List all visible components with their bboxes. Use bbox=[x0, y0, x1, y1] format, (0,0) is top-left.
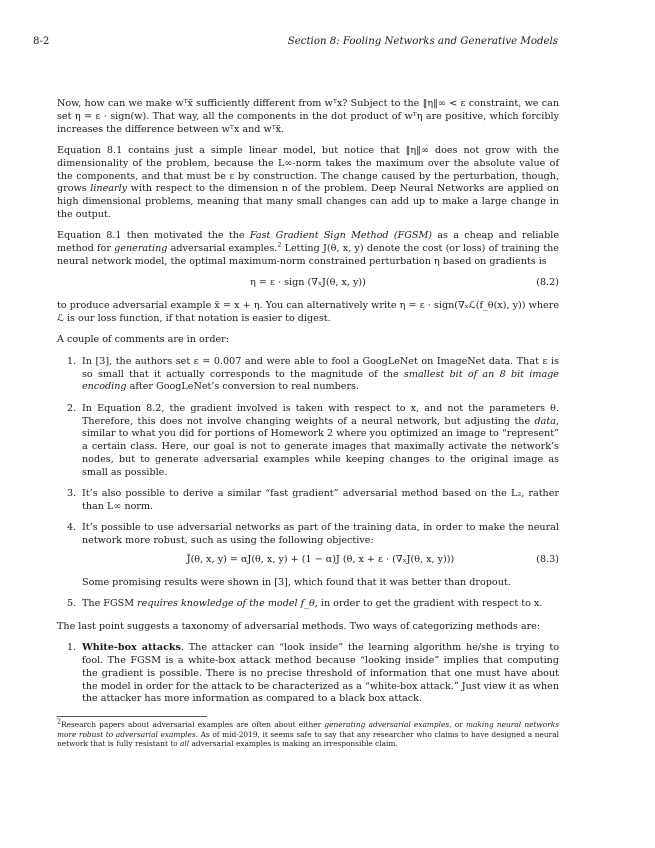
paragraph-6: The last point suggests a taxonomy of adversarial methods. Two ways of categorizing methods are: bbox=[57, 620, 541, 632]
list-item: 3. It’s also possible to derive a similar “fast gradient” adversarial method based on the L₂, rather than L∞ norm. bbox=[67, 488, 559, 512]
list-item: 1. In [3], the authors set ε = 0.007 and were able to fool a GoogLeNet on ImageNet data. That ε is so small that it actually corresponds to the magnitude of the smallest bit of an 8 bit image encoding after GoogLeNet’s conversion to real numbers. bbox=[67, 355, 559, 393]
paragraph-2: Equation 8.1 contains just a simple linear model, but notice that ‖η‖∞ does not grow with the dimensionality of the problem, because the L∞-norm takes the maximum over the absolute value of the components, and that must be ε by construction. The change caused by the perturbation, though, grows linearly with respect to the dimension n of the problem. Deep Neural Networks are applied on high dimensional problems, meaning that many small changes can add up to make a large change in the output. bbox=[57, 144, 559, 220]
list-item: 1. White-box attacks. The attacker can “look inside” the learning algorithm he/she is trying to fool. The FGSM is a white-box attack method because “looking inside” implies that computing the gradient is possible. There is no precise threshold of information that one must have about the model in order for the attack to be characterized as a “white-box attack.” Just view it as when the attacker has more information as compared to a black box attack. bbox=[67, 642, 559, 705]
comments-list bbox=[57, 356, 559, 611]
list-item: 4. It’s possible to use adversarial networks as part of the training data, in order to make the neural network more robust, such as using the following objective: J̃(θ, x, y) = αJ(θ, x, y) + (1 − α)J (θ, x + ε · (∇ₓJ(θ, x, y))) (8.3) Some promising results were shown in [3], which found that it was better than dropout. bbox=[67, 522, 559, 588]
page-number: 8-2 bbox=[33, 36, 50, 47]
list-item: 2. In Equation 8.2, the gradient involved is taken with respect to x, and not the parameters θ. Therefore, this does not involve changing weights of a neural network, but adjusting the data, similar to what you did for portions of Homework 2 where you optimized an image to “represent” a certain class. Here, our goal is not to generate images that maximally activate the network’s nodes, but to generate adversarial examples while keeping changes to the original image as small as possible. bbox=[67, 402, 559, 478]
paragraph-5: A couple of comments are in order: bbox=[57, 334, 229, 346]
footnote: $^2$Research papers about adversarial examples are often about either generating adversarial examples, or making neural networks more robust to adversarial examples. As of mid-2019, it seems safe to say that any researcher who claims to have designed a neural network that is fully resistant to all adversarial examples is making an irresponsible claim. bbox=[57, 718, 560, 749]
equation-8-3: J̃(θ, x, y) = αJ(θ, x, y) + (1 − α)J (θ, x + ε · (∇ₓJ(θ, x, y))) (8.3) bbox=[186, 553, 559, 565]
running-header: Section 8: Fooling Networks and Generative Models bbox=[287, 36, 558, 47]
body-text bbox=[57, 98, 559, 749]
equation-number: (8.2) bbox=[536, 277, 559, 289]
paragraph-1: Now, how can we make wᵀx̃ sufficiently different from wᵀx? Subject to the ‖η‖∞ < ε constraint, we can set η = ε · sign(w). That way, all the components in the dot product of wᵀη are positive, which forcibly increases the difference between wᵀx and wᵀx̃. bbox=[57, 98, 559, 135]
footnote-ref[interactable]: 2 bbox=[277, 241, 282, 249]
equation-8-2: η = ε · sign (∇ₓJ(θ, x, y)) (8.2) bbox=[250, 277, 559, 289]
footnote-rule bbox=[57, 716, 207, 717]
paragraph-3: Equation 8.1 then motivated the the Fast Gradient Sign Method (FGSM) as a cheap and reliable method for generating adversarial examples.$^2$ Letting J(θ, x, y) denote the cost (or loss) of training the neural network model, the optimal maximum-norm constrained perturbation η based on gradients is bbox=[57, 230, 560, 267]
list-item: 5. The FGSM requires knowledge of the model f_θ, in order to get the gradient with respect to x. bbox=[67, 598, 543, 610]
paragraph-4: to produce adversarial example x̃ = x + η. You can alternatively write η = ε · sign(∇ₓℒ(f_θ(x), y)) where ℒ is our loss function, if that notation is easier to digest. bbox=[57, 300, 559, 324]
equation-number: (8.3) bbox=[536, 553, 559, 565]
taxonomy-list bbox=[57, 642, 559, 706]
